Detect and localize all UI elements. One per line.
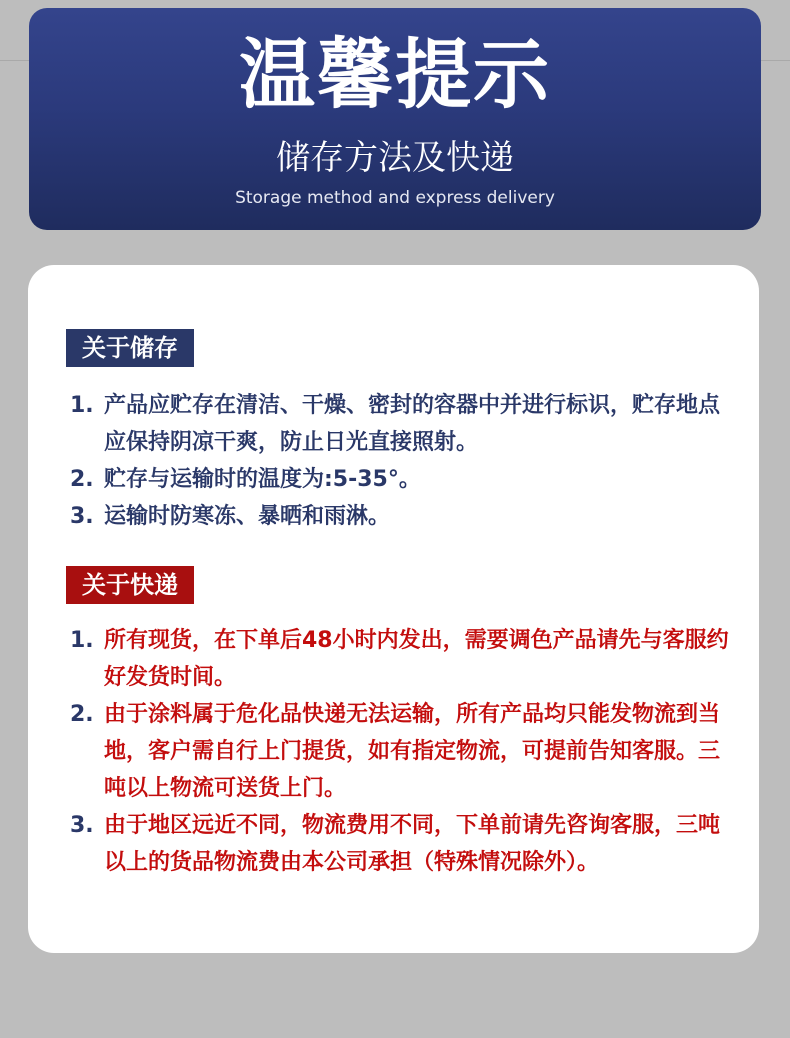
english-subtitle: Storage method and express delivery — [235, 188, 555, 208]
item-number: 3. — [70, 504, 94, 529]
storage-heading: 关于储存 — [66, 329, 194, 367]
item-text: 由于地区远近不同，物流费用不同，下单前请先咨询客服，三吨以上的货品物流费由本公司承担（特殊情况除外）。 — [104, 813, 721, 875]
item-number: 3. — [70, 813, 94, 838]
item-text: 运输时防寒冻、暴晒和雨淋。 — [104, 504, 391, 529]
page-title: 温馨提示 — [239, 30, 551, 119]
express-item-3 — [70, 807, 735, 881]
express-item-2 — [70, 696, 735, 807]
content-card — [28, 265, 759, 953]
item-number: 1. — [70, 393, 94, 418]
item-text: 所有现货，在下单后48小时内发出，需要调色产品请先与客服约好发货时间。 — [104, 628, 729, 690]
item-number: 1. — [70, 628, 94, 653]
page-subtitle: 储存方法及快递 — [276, 138, 514, 178]
header-banner — [29, 8, 761, 230]
item-text: 贮存与运输时的温度为:5-35°。 — [104, 467, 421, 492]
express-heading: 关于快递 — [66, 566, 194, 604]
item-number: 2. — [70, 702, 94, 727]
storage-item-2 — [70, 461, 735, 498]
storage-item-3 — [70, 498, 735, 535]
item-number: 2. — [70, 467, 94, 492]
item-text: 由于涂料属于危化品快递无法运输，所有产品均只能发物流到当地，客户需自行上门提货，如有指定物流，可提前告知客服。三吨以上物流可送货上门。 — [104, 702, 721, 801]
express-list — [70, 622, 735, 881]
storage-list — [70, 387, 735, 535]
item-text: 产品应贮存在清洁、干燥、密封的容器中并进行标识，贮存地点应保持阴凉干爽，防止日光直接照射。 — [104, 393, 721, 455]
express-item-1 — [70, 622, 735, 696]
storage-item-1 — [70, 387, 735, 461]
